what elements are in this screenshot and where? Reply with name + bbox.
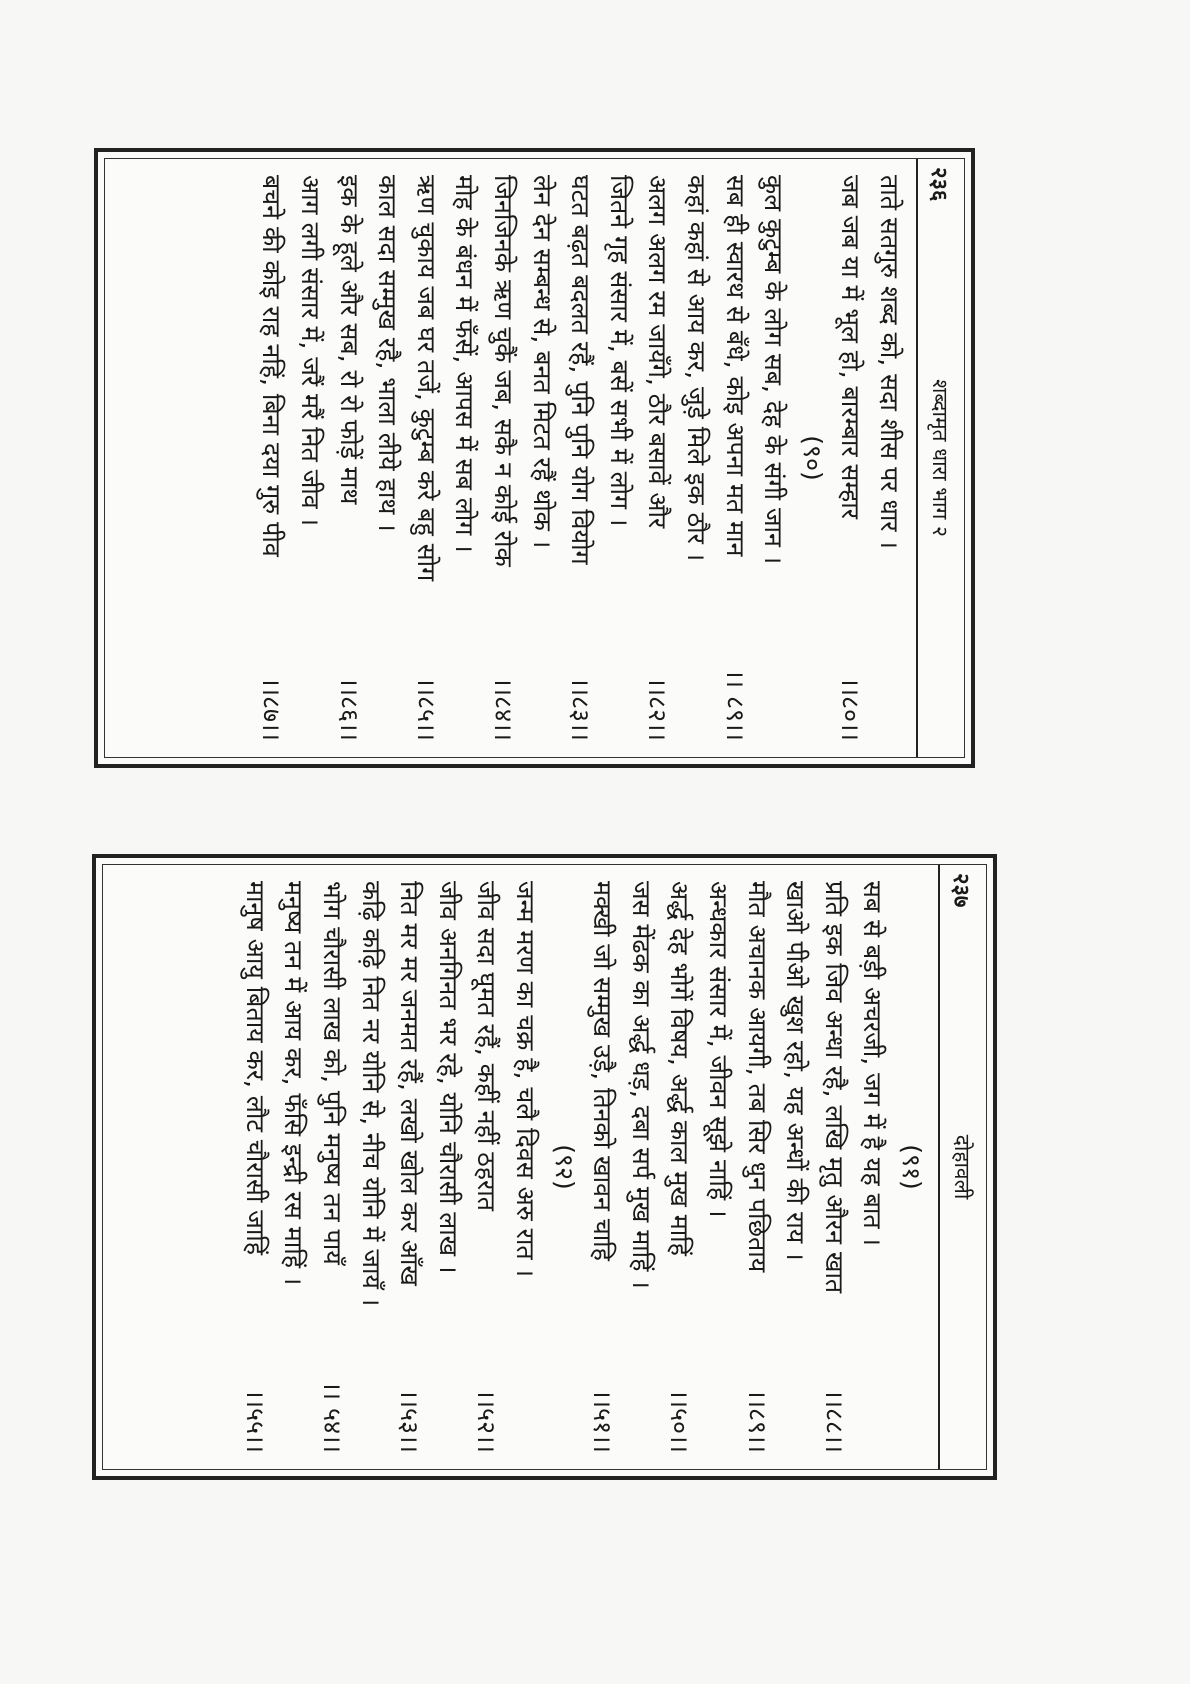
verse-text: मनुष्य तन में आय कर, फँसि इन्द्री रस माहिं । — [279, 881, 309, 1286]
verse-text: नित मर मर जनमत रहैं, लखो खोल कर आँख — [395, 881, 425, 1286]
verse-list — [113, 881, 930, 1453]
verse-line — [235, 881, 274, 1453]
verse-line — [831, 175, 870, 741]
verse-text: सब से बड़ी अचरजी, जग में है यह बात । — [858, 881, 888, 1246]
section-heading: (९१) — [897, 1144, 926, 1190]
verse-text: कुल कुटुम्ब के लोग सब, देह के संगी जान । — [759, 175, 789, 565]
verse-line — [754, 175, 793, 741]
verse-line — [252, 175, 291, 741]
verse-text: लेन देन सम्बन्ध से, बनत मिटत रहैं थोक । — [527, 175, 557, 549]
verse-text: ताते सतगुरु शब्द को, सदा शीस पर धार । — [875, 175, 904, 549]
verse-number: ।। ५४।। — [318, 1381, 348, 1453]
verse-line — [291, 175, 330, 741]
left-page — [94, 148, 975, 768]
verse-line — [776, 881, 815, 1453]
verse-number: ।।८७।। — [257, 677, 287, 741]
verse-line — [274, 881, 313, 1453]
header-rule — [938, 865, 940, 1469]
section-heading: (९२) — [549, 1144, 579, 1190]
verse-text: जीव सदा घूमत रहैं, कहीं नहीं ठहरात — [472, 881, 502, 1212]
verse-text: सब ही स्वारथ से बँधे, कोइ अपना मत मान — [720, 175, 750, 557]
verse-text: बचने की कोइ राह नहिं, बिना दया गुरु पीव — [257, 175, 287, 557]
verse-line — [428, 881, 467, 1453]
verse-line — [814, 881, 853, 1453]
verse-line — [599, 175, 638, 741]
verse-text: जब जब या में भूल हो, बारम्बार सम्हार — [836, 175, 866, 519]
verse-line — [621, 881, 660, 1453]
verse-number: ।।८६।। — [334, 677, 364, 741]
verse-text: जस मेंढक का अर्द्ध धड़, दबा सर्प मुख माहिं । — [626, 881, 656, 1289]
verse-text: खाओ पीओ खुश रहो, यह अन्धों की राय । — [781, 881, 811, 1261]
verse-number: ।।५०।। — [665, 1389, 695, 1453]
verse-line — [638, 175, 677, 741]
verse-text: काल सदा सम्मुख रहै, भाला लीये हाथ । — [373, 175, 403, 532]
verse-number: ।।५१।। — [588, 1389, 618, 1453]
verse-line — [483, 175, 522, 741]
page-number: २३६ — [926, 167, 952, 202]
verse-line — [561, 175, 600, 741]
verse-line — [737, 881, 776, 1453]
verse-number: ।।५२।। — [472, 1389, 502, 1453]
verse-text: अलग अलग रम जायँगे, ठौर बसावें और — [643, 175, 673, 529]
right-page — [92, 854, 997, 1480]
verse-line — [583, 881, 622, 1453]
verse-text: आग लगी संसार में, जरैं मरैं नित जीव । — [296, 175, 326, 527]
verse-line — [313, 881, 352, 1453]
verse-line — [445, 175, 484, 741]
verse-number: ।।८९।। — [742, 1389, 772, 1453]
verse-text: कहां कहां से आय कर, जुड़े मिले इक ठौर । — [682, 175, 712, 562]
verse-line — [329, 175, 368, 741]
verse-line — [351, 881, 390, 1453]
page-number: २३७ — [948, 873, 974, 908]
verse-text: अन्धकार संसार में, जीवन सूझे नाहिं । — [704, 881, 734, 1218]
verse-line — [660, 881, 699, 1453]
verse-number: ।।८०।। — [836, 677, 866, 741]
verse-line — [505, 881, 544, 1453]
verse-line — [715, 175, 754, 741]
verse-text: जन्म मरण का चक्र है, चलै दिवस अरु रात । — [511, 881, 541, 1278]
verse-text: अर्द्ध देह भोगें विषय, अर्द्ध काल मुख माहिं — [665, 881, 695, 1256]
verse-line — [467, 881, 506, 1453]
verse-text: भोग चौरासी लाख को, पुनि मनुष्य तन पायँ — [318, 881, 348, 1265]
verse-text: मानुष आयु बिताय कर, लौट चौरासी जाहिं — [240, 881, 270, 1256]
verse-number: ।।८४।। — [489, 677, 519, 741]
verse-text: ऋण चुकाय जब घर तजें, कुटुम्ब करे बहु सोग — [411, 175, 441, 582]
running-title: दोहावली — [950, 1134, 974, 1200]
verse-number: ।।८८।। — [819, 1389, 849, 1453]
verse-number: ।।५३।। — [395, 1389, 425, 1453]
verse-line — [406, 175, 445, 741]
verse-number: ।। ८९।। — [720, 669, 750, 741]
verse-number: ।।८२।। — [643, 677, 673, 741]
verse-text: जीव अनगिनत भर रहे, योनि चौरासी लाख । — [433, 881, 463, 1274]
verse-line — [368, 175, 407, 741]
page-header — [942, 873, 982, 1461]
section-heading: (९०) — [797, 435, 827, 481]
verse-text: मोह के बंधन में फँसें, आपस में सब लोग । — [450, 175, 480, 553]
verse-number: ।।५५।। — [240, 1389, 270, 1453]
page-header — [920, 167, 960, 749]
running-title: शब्दामृत धारा भाग २ — [928, 379, 952, 537]
verse-line — [390, 881, 429, 1453]
verse-text: मौत अचानक आयगी, तब सिर धुन पछिताय — [742, 881, 772, 1273]
verse-text: मक्खी जो सम्मुख उड़ै, तिनको खावन चाहि — [588, 881, 618, 1261]
verse-number: ।।८५।। — [411, 677, 441, 741]
header-rule — [916, 159, 918, 757]
verse-text: इक के हूले और सब, रो रो फोड़ें माथ — [334, 175, 364, 505]
verse-line — [869, 175, 908, 741]
verse-line — [676, 175, 715, 741]
verse-line — [698, 881, 737, 1453]
verse-text: कढ़ि कढ़ि नित नर योनि से, नीच योनि में जायँ । — [356, 881, 386, 1307]
verse-list — [115, 175, 908, 741]
verse-number: ।।८३।। — [566, 677, 596, 741]
verse-line — [853, 881, 892, 1453]
verse-line — [522, 175, 561, 741]
verse-text: प्रति इक जिव अन्धा रहै, लखि मृतु औरन खात — [819, 881, 849, 1294]
verse-text: जितने गृह संसार में, बसें सभी में लोग । — [604, 175, 634, 527]
verse-text: घटत बढ़त बदलत रहैं, पुनि पुनि योग वियोग — [566, 175, 596, 565]
verse-text: जिनजिनके ऋण चुकैं जब, सकै न कोई रोक — [489, 175, 519, 567]
